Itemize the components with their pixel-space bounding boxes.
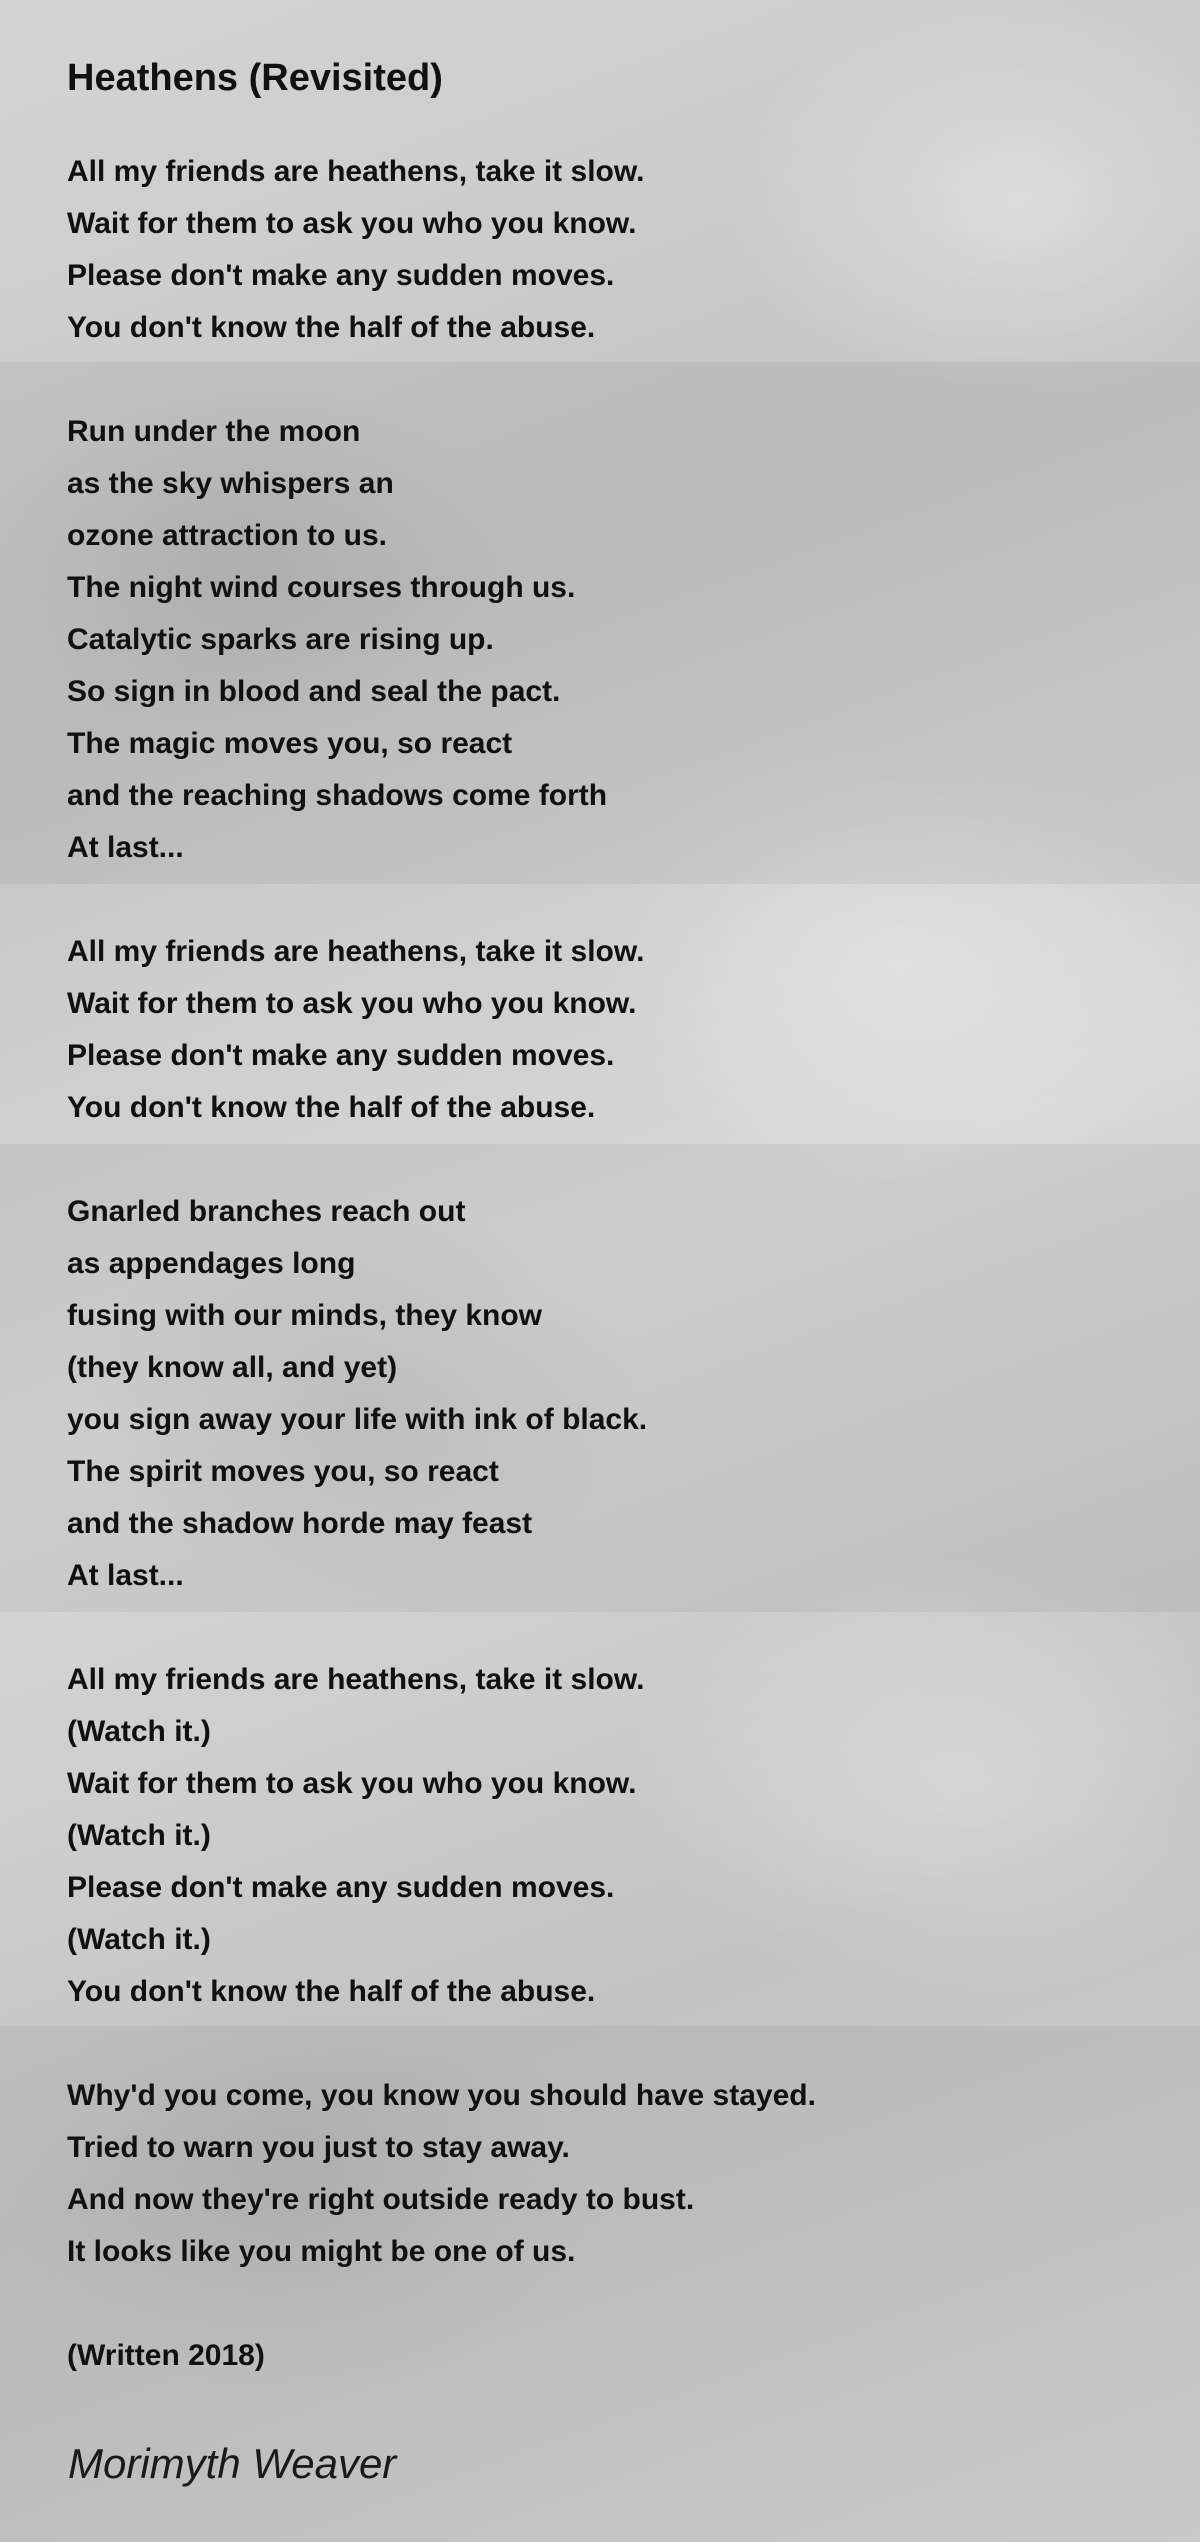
poem-line: you sign away your life with ink of black.: [67, 1403, 648, 1436]
poem-line: Run under the moon: [67, 415, 361, 448]
poem-title: Heathens (Revisited): [67, 57, 443, 99]
poem-line: Why'd you come, you know you should have stayed.: [67, 2079, 816, 2112]
poem-line: Gnarled branches reach out: [67, 1195, 466, 1228]
poem-line: All my friends are heathens, take it slow.: [67, 1663, 645, 1696]
written-note: (Written 2018): [67, 2339, 265, 2372]
poem-line: The night wind courses through us.: [67, 571, 576, 604]
author-name: Morimyth Weaver: [68, 2440, 397, 2487]
poem-line: All my friends are heathens, take it slow.: [67, 935, 645, 968]
poem-line: fusing with our minds, they know: [67, 1299, 543, 1332]
stanza: [67, 1654, 1147, 2018]
poem-line: Catalytic sparks are rising up.: [67, 623, 494, 656]
poem-line: as the sky whispers an: [67, 467, 394, 500]
poem-line: At last...: [67, 1559, 184, 1592]
stanza: [67, 2070, 1147, 2278]
stanza: [67, 146, 1147, 354]
poem-line: as appendages long: [67, 1247, 356, 1280]
poem-line: So sign in blood and seal the pact.: [67, 675, 561, 708]
poem-body: [67, 146, 1147, 2278]
poem-line: and the shadow horde may feast: [67, 1507, 533, 1540]
poem-line: The spirit moves you, so react: [67, 1455, 499, 1488]
poem-container: [67, 50, 1147, 2382]
poem-line: (Watch it.): [67, 1923, 211, 1956]
poem-line: You don't know the half of the abuse.: [67, 1975, 596, 2008]
poem-line: The magic moves you, so react: [67, 727, 513, 760]
poem-line: At last...: [67, 831, 184, 864]
poem-line: Wait for them to ask you who you know.: [67, 987, 637, 1020]
poem-line: All my friends are heathens, take it slow.: [67, 155, 645, 188]
poem-line: Wait for them to ask you who you know.: [67, 1767, 637, 1800]
poem-line: Please don't make any sudden moves.: [67, 1039, 615, 1072]
poem-line: Tried to warn you just to stay away.: [67, 2131, 570, 2164]
poem-line: It looks like you might be one of us.: [67, 2235, 576, 2268]
poem-line: And now they're right outside ready to bust.: [67, 2183, 695, 2216]
poem-line: You don't know the half of the abuse.: [67, 1091, 596, 1124]
poem-line: Please don't make any sudden moves.: [67, 1871, 615, 1904]
poem-line: (Watch it.): [67, 1715, 211, 1748]
poem-line: (they know all, and yet): [67, 1351, 398, 1384]
poem-line: and the reaching shadows come forth: [67, 779, 608, 812]
poem-line: (Watch it.): [67, 1819, 211, 1852]
stanza: [67, 1186, 1147, 1602]
poem-line: You don't know the half of the abuse.: [67, 311, 596, 344]
poem-line: Wait for them to ask you who you know.: [67, 207, 637, 240]
stanza: [67, 926, 1147, 1134]
poem-line: ozone attraction to us.: [67, 519, 388, 552]
poem-line: Please don't make any sudden moves.: [67, 259, 615, 292]
stanza: [67, 406, 1147, 874]
